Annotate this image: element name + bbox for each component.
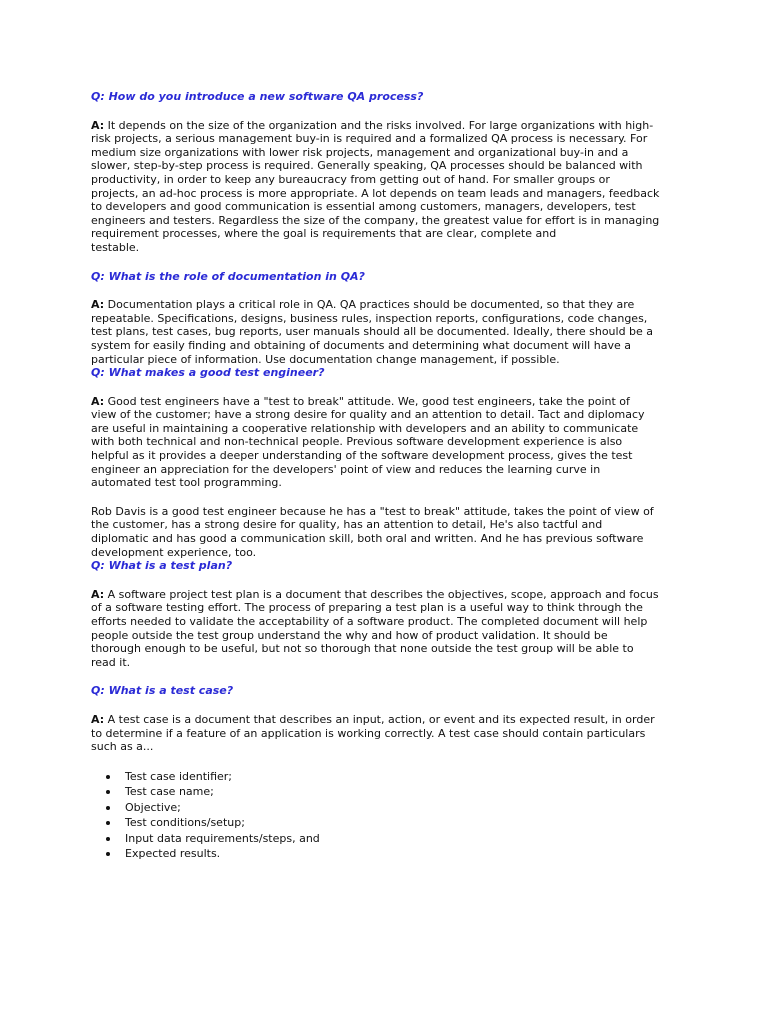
question-heading: Q: What is a test plan? xyxy=(91,559,233,573)
answer-line: read it. xyxy=(91,655,131,669)
answer-line: such as a... xyxy=(91,740,154,754)
document-content xyxy=(91,90,691,862)
answer-label: A: xyxy=(91,118,105,132)
answer-label: A: xyxy=(91,712,105,726)
answer-line: with both technical and non-technical people. Previous software development experience is also xyxy=(91,435,623,449)
list-item: Test conditions/setup; xyxy=(91,815,691,831)
bullet-icon xyxy=(106,821,110,825)
answer-line: system for easily finding and obtaining of documents and determining what document will have a xyxy=(91,338,631,352)
answer-line: repeatable. Specifications, designs, business rules, inspection reports, configurations, code changes, xyxy=(91,311,648,325)
bullet-icon xyxy=(106,775,110,779)
bullet-icon xyxy=(106,790,110,794)
answer-line: A: Documentation plays a critical role in QA. QA practices should be documented, so that they are xyxy=(91,298,635,312)
bullet-icon xyxy=(106,837,110,841)
answer-line: view of the customer; have a strong desire for quality and an attention to detail. Tact and diplomacy xyxy=(91,408,645,422)
answer-label: A: xyxy=(91,298,105,312)
answer-line: to determine if a feature of an application is working correctly. A test case should contain particulars xyxy=(91,726,646,740)
answer-line: efforts needed to validate the acceptability of a software product. The completed document will help xyxy=(91,615,648,628)
answer-line: A: Good test engineers have a "test to break" attitude. We, good test engineers, take the point of xyxy=(91,394,630,408)
body-paragraph xyxy=(91,505,691,559)
list-item: Expected results. xyxy=(91,846,691,862)
list-item: Input data requirements/steps, and xyxy=(91,831,691,847)
list-item: Objective; xyxy=(91,800,691,816)
answer-line: A: It depends on the size of the organization and the risks involved. For large organizations with high- xyxy=(91,118,654,132)
answer-paragraph xyxy=(91,588,691,670)
question-heading: Q: What makes a good test engineer? xyxy=(91,366,325,380)
body-line: Rob Davis is a good test engineer because he has a "test to break" attitude, takes the point of view of xyxy=(91,504,654,518)
answer-paragraph xyxy=(91,713,691,754)
bullet-icon xyxy=(106,806,110,810)
answer-line: slower, step-by-step process is required. Generally speaking, QA processes should be balanced with xyxy=(91,159,643,173)
list-item: Test case identifier; xyxy=(91,769,691,785)
question-heading: Q: What is the role of documentation in QA? xyxy=(91,269,365,283)
answer-line: test plans, test cases, bug reports, user manuals should all be documented. Ideally, there should be a xyxy=(91,325,654,339)
answer-line: projects, an ad-hoc process is more appropriate. A lot depends on team leads and managers, feedback xyxy=(91,186,660,200)
answer-paragraph xyxy=(91,298,691,366)
answer-line: to developers and good communication is essential among customers, managers, developers, test xyxy=(91,200,636,214)
question-heading: Q: What is a test case? xyxy=(91,684,234,698)
answer-line: helpful as it provides a deeper understanding of the software development process, gives the test xyxy=(91,449,633,463)
answer-line: testable. xyxy=(91,240,140,254)
answer-paragraph xyxy=(91,395,691,490)
answer-line: engineers and testers. Regardless the size of the company, the greatest value for effort is in managing xyxy=(91,213,660,227)
list-item: Test case name; xyxy=(91,784,691,800)
answer-line: productivity, in order to keep any bureaucracy from getting out of hand. For smaller groups or xyxy=(91,172,610,186)
body-line: the customer, has a strong desire for quality, has an attention to detail, He's also tactful and xyxy=(91,518,603,532)
bullet-list xyxy=(91,769,691,862)
answer-label: A: xyxy=(91,394,105,408)
body-line: development experience, too. xyxy=(91,545,257,559)
answer-line: requirement processes, where the goal is requirements that are clear, complete and xyxy=(91,227,557,241)
answer-line: medium size organizations with lower risk projects, management and organizational buy-in and a xyxy=(91,145,629,159)
answer-line: are useful in maintaining a cooperative relationship with developers and an ability to communicate xyxy=(91,421,639,435)
answer-line: of a software testing effort. The process of preparing a test plan is a useful way to think through the xyxy=(91,601,643,615)
answer-line: thorough enough to be useful, but not so thorough that none outside the test group will be able to xyxy=(91,642,634,656)
answer-line: engineer an appreciation for the developers' point of view and reduces the learning curve in xyxy=(91,462,601,476)
answer-line: A: A test case is a document that describes an input, action, or event and its expected result, in order xyxy=(91,712,655,726)
question-heading: Q: How do you introduce a new software QA process? xyxy=(91,90,424,103)
answer-line: risk projects, a serious management buy-in is required and a formalized QA process is necessary. For xyxy=(91,132,648,146)
answer-line: people outside the test group understand the why and how of product validation. It should be xyxy=(91,628,608,642)
answer-label: A: xyxy=(91,587,105,601)
bullet-icon xyxy=(106,852,110,856)
answer-paragraph xyxy=(91,119,691,255)
body-line: diplomatic and has good a communication skill, both oral and written. And he has previous software xyxy=(91,532,644,546)
answer-line: particular piece of information. Use documentation change management, if possible. xyxy=(91,352,560,366)
answer-line: A: A software project test plan is a document that describes the objectives, scope, approach and focus xyxy=(91,587,659,601)
answer-line: automated test tool programming. xyxy=(91,476,282,490)
